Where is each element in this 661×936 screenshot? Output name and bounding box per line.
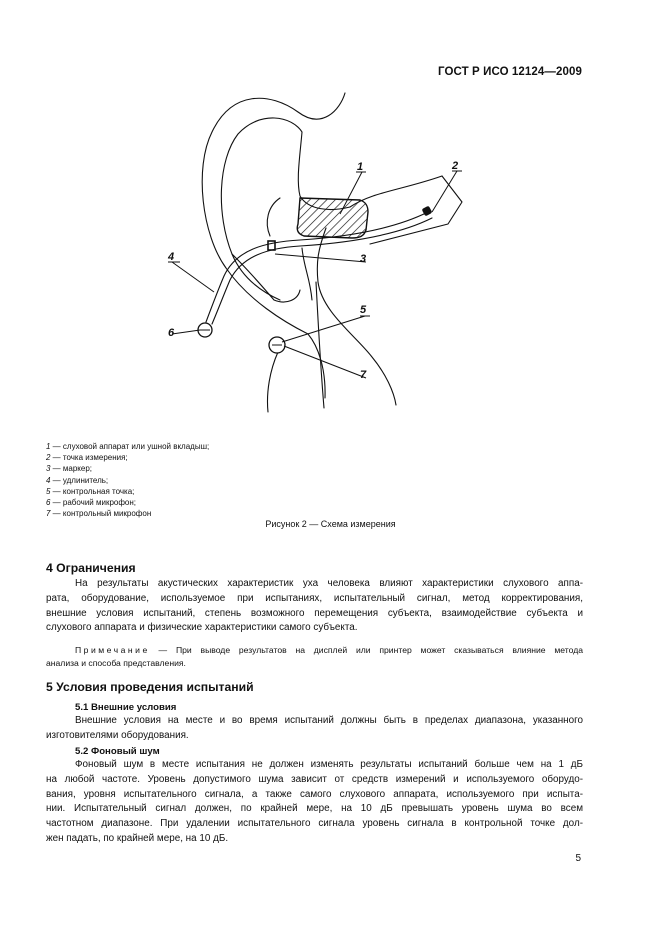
legend-item: 2 — точка измерения; (46, 453, 128, 463)
figure-label-5: 5 (360, 304, 367, 316)
figure-label-4: 4 (168, 251, 175, 263)
legend-item: 6 — рабочий микрофон; (46, 498, 137, 508)
figure-label-3: 3 (360, 253, 367, 265)
neck-line-right (316, 282, 324, 408)
hearing-aid-body (297, 198, 368, 238)
ear-concha (267, 198, 280, 236)
marker (268, 241, 275, 250)
neck-line (267, 352, 278, 412)
note-label: Примечание (75, 645, 150, 655)
figure-label-6: 6 (168, 327, 175, 339)
subsection-5-2-heading: 5.2 Фоновый шум (75, 746, 160, 757)
section-4-heading: 4 Ограничения (46, 561, 136, 575)
ear-concha-lower (232, 254, 300, 302)
figure-label-2: 2 (452, 160, 459, 172)
section-4-paragraph: На результаты акустических характеристик уха человека влияют характеристики слухового аппа- рата, оборудование, используемое при испытаниях, испытательный сигнал, метод корректирования, внешние условия испытаний, степень возможного перемещения субъекта, взаимодействие субъекта и слухового аппарата и физические характеристики самого субъекта. (46, 578, 583, 634)
document-header: ГОСТ Р ИСО 12124—2009 (437, 66, 582, 78)
face-jaw-line (317, 228, 396, 405)
figure-label-7: 7 (360, 369, 367, 381)
figure-caption: Рисунок 2 — Схема измерения (265, 519, 396, 529)
page-number: 5 (575, 853, 581, 864)
ear-helix-inner (221, 118, 302, 300)
subsection-5-1-heading: 5.1 Внешние условия (75, 702, 177, 713)
legend-item: 5 — контрольная точка; (46, 486, 135, 496)
measurement-scheme-figure (155, 92, 475, 417)
section-5-heading: 5 Условия проведения испытаний (46, 680, 254, 694)
subsection-5-1-paragraph: Внешние условия на месте и во время испытаний должны быть в пределах диапазона, указанного изготовителями оборудования. (46, 715, 583, 741)
figure-legend (46, 441, 209, 519)
legend-item: 1 — слуховой аппарат или ушной вкладыш; (46, 442, 210, 451)
figure-label-1: 1 (357, 161, 364, 173)
legend-item: 3 — маркер; (46, 464, 93, 474)
legend-item: 4 — удлинитель; (46, 475, 109, 485)
section-4-note: Примечание — При выводе результатов на дисплей или принтер может сказываться влияние метода анализа и способа представления. (46, 645, 583, 668)
ear-lobe-line (302, 248, 312, 300)
legend-item: 7 — контрольный микрофон (46, 509, 152, 519)
subsection-5-2-paragraph: Фоновый шум в месте испытания не должен изменять результаты испытаний больше чем на 1 дБ на любой частоте. Уровень допустимого шума зависит от средств измерений и используемого оборудо- вания, уровня испытательного сигнала, а также самого слухового аппарата, используемого при испыта- нии. Испытательный сигнал должен, по крайней мере, на 10 дБ превышать уровень шума во всем частотном диапазоне. При удалении испытательного сигнала уровень сигнала в контрольной точке дол- жен падать, по крайней мере, на 10 дБ. (46, 759, 583, 844)
